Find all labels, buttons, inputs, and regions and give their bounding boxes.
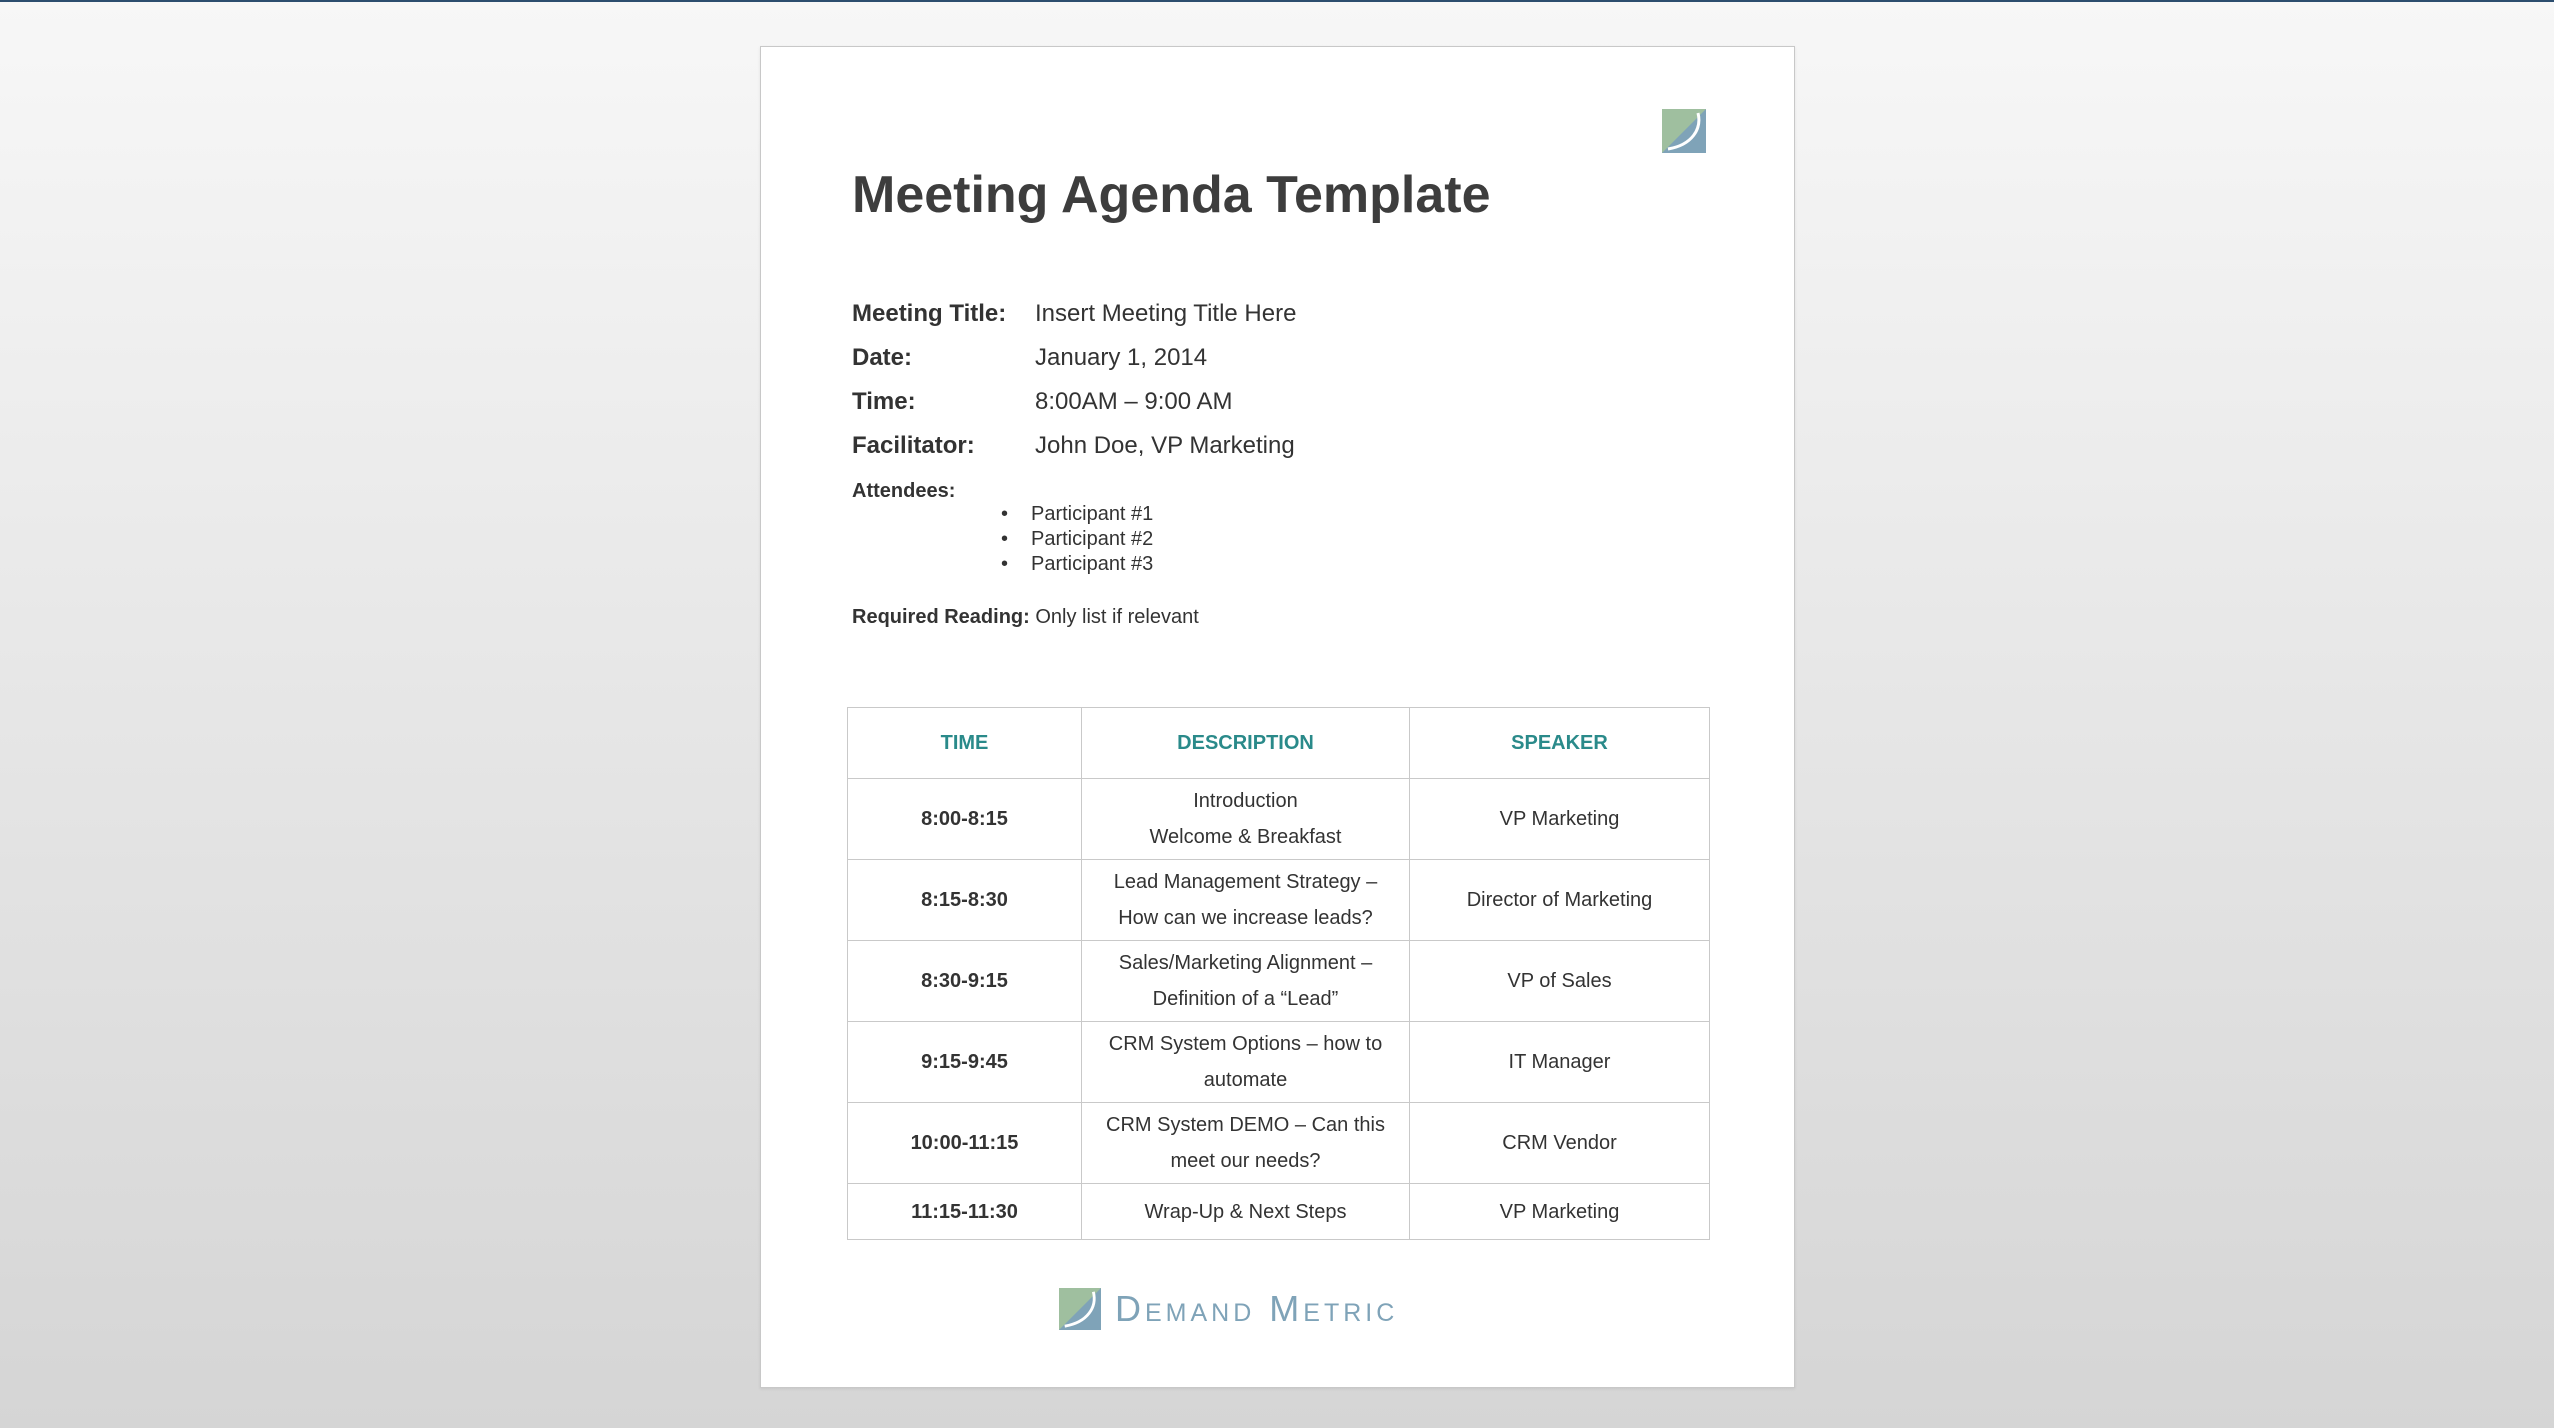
table-row [848, 1184, 1710, 1240]
description-cell [1082, 860, 1410, 941]
facilitator-value: John Doe, VP Marketing [1035, 432, 1295, 459]
attendees-label: Attendees: [852, 480, 956, 502]
description-line: Sales/Marketing Alignment – [1118, 952, 1373, 974]
table-row [848, 1103, 1710, 1184]
speaker-cell: IT Manager [1410, 1022, 1710, 1103]
time-value: 8:00AM – 9:00 AM [1035, 388, 1233, 415]
description-column-header: DESCRIPTION [1082, 708, 1410, 779]
speaker-cell: VP Marketing [1410, 779, 1710, 860]
time-cell: 9:15-9:45 [848, 1022, 1082, 1103]
table-row [848, 860, 1710, 941]
table-header-row [848, 708, 1710, 779]
description-line: Lead Management Strategy – [1113, 871, 1378, 893]
required-reading [852, 606, 1199, 629]
document-page [760, 46, 1795, 1388]
description-cell [1082, 1022, 1410, 1103]
meeting-title-value: Insert Meeting Title Here [1035, 300, 1297, 327]
time-cell: 8:15-8:30 [848, 860, 1082, 941]
speaker-cell: VP Marketing [1410, 1184, 1710, 1240]
time-cell: 11:15-11:30 [848, 1184, 1082, 1240]
speaker-column-header: SPEAKER [1410, 708, 1710, 779]
time-column-header: TIME [848, 708, 1082, 779]
demand-metric-mark-icon [1059, 1288, 1101, 1330]
table-row [848, 941, 1710, 1022]
top-rule [0, 0, 2554, 2]
description-line: How can we increase leads? [1118, 907, 1373, 929]
agenda-table [847, 707, 1710, 1240]
speaker-cell: CRM Vendor [1410, 1103, 1710, 1184]
time-label: Time: [852, 388, 916, 415]
attendee-list [1001, 502, 1153, 577]
description-cell [1082, 779, 1410, 860]
list-item: • Participant #2 [1001, 527, 1153, 552]
brand-name: Demand Metric [1115, 1288, 1399, 1329]
demand-metric-logo-icon [1662, 109, 1706, 153]
time-cell: 8:00-8:15 [848, 779, 1082, 860]
meeting-title-label: Meeting Title: [852, 300, 1007, 327]
time-cell: 8:30-9:15 [848, 941, 1082, 1022]
speaker-cell: VP of Sales [1410, 941, 1710, 1022]
description-line: meet our needs? [1170, 1150, 1321, 1172]
description-line: Welcome & Breakfast [1149, 826, 1342, 848]
description-cell [1082, 941, 1410, 1022]
facilitator-label: Facilitator: [852, 432, 975, 459]
date-label: Date: [852, 344, 913, 371]
description-cell [1082, 1103, 1410, 1184]
description-line: CRM System Options – how to [1108, 1033, 1383, 1055]
required-reading-value: Only list if relevant [1035, 606, 1199, 628]
table-row [848, 779, 1710, 860]
description-line: CRM System DEMO – Can this [1106, 1114, 1385, 1136]
time-cell: 10:00-11:15 [848, 1103, 1082, 1184]
description-line: Definition of a “Lead” [1152, 988, 1339, 1010]
required-reading-label: Required Reading: [852, 606, 1030, 628]
speaker-cell: Director of Marketing [1410, 860, 1710, 941]
list-item: • Participant #3 [1001, 552, 1153, 577]
page-title: Meeting Agenda Template [852, 166, 1491, 224]
description-line: automate [1203, 1069, 1288, 1091]
list-item: • Participant #1 [1001, 502, 1153, 527]
description-cell: Wrap-Up & Next Steps [1082, 1184, 1410, 1240]
date-value: January 1, 2014 [1035, 344, 1208, 371]
table-row [848, 1022, 1710, 1103]
description-line: Introduction [1193, 790, 1298, 812]
